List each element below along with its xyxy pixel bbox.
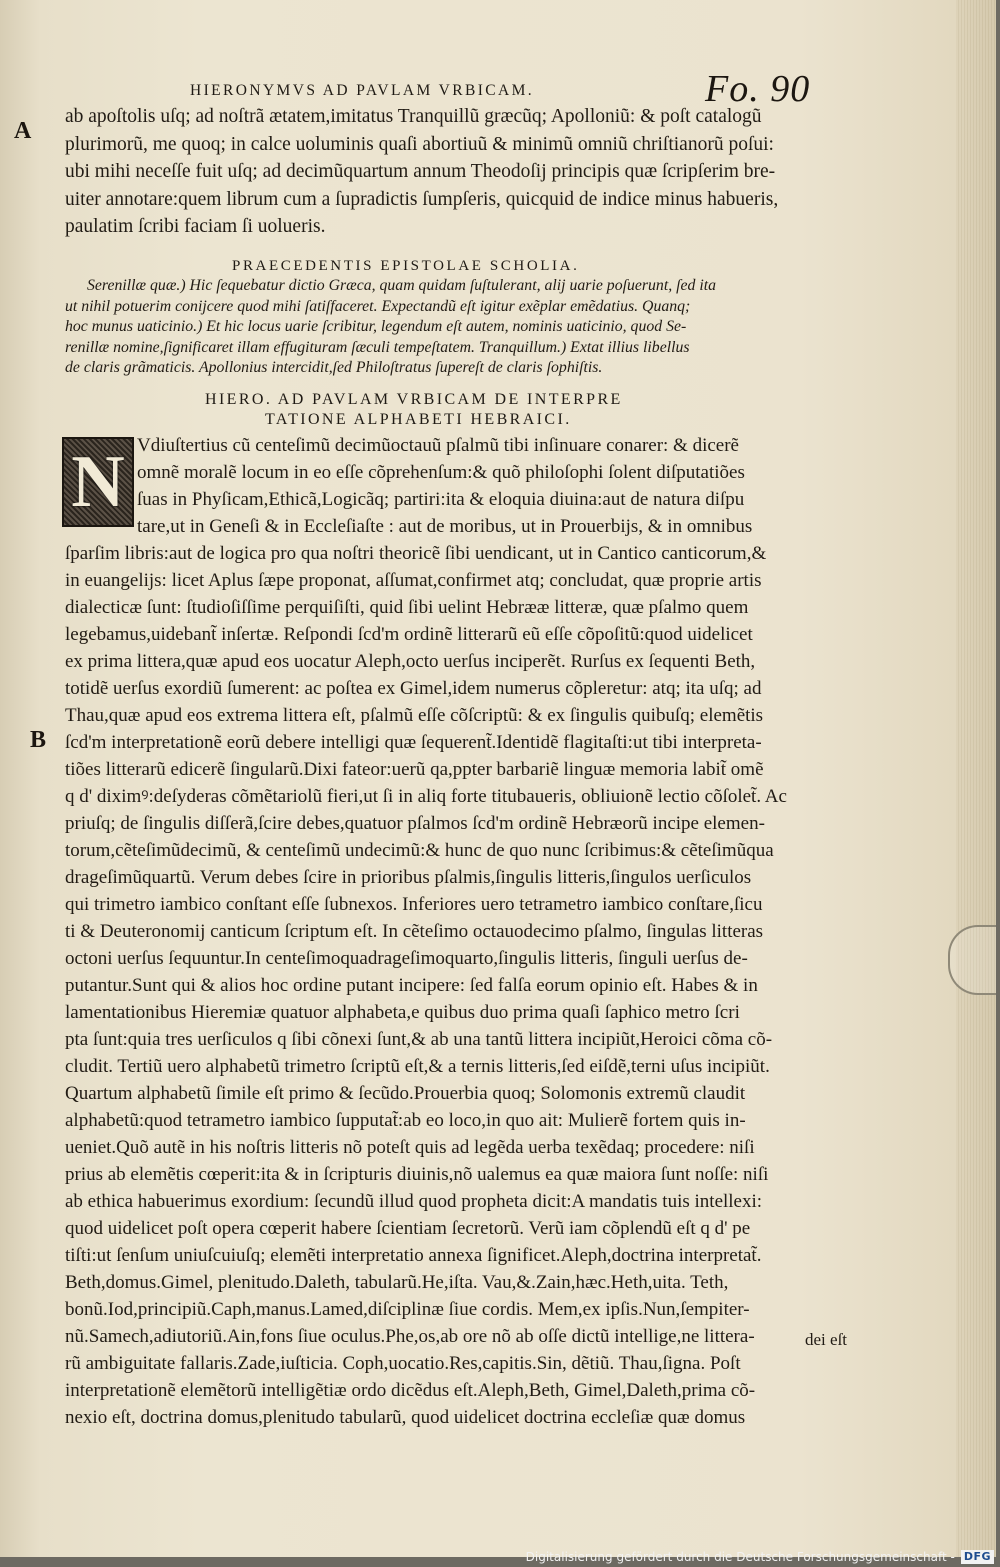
text-line: hoc munus uaticinio.) Et hic locus uarie ſcribitur, legendum eſt autem, nominis uaticinio, quod Se- <box>65 318 687 335</box>
text-line: ſparſim libris:aut de logica pro qua noſtri theoricẽ ſibi uendicant, ut in Cantico canticorum,& <box>65 543 767 564</box>
text-line: torum,cẽteſimũdecimũ, & centeſimũ undecimũ:& hunc de quo nunc ſcribimus:& cẽteſimũqua <box>65 840 774 861</box>
margin-letter-a: A <box>14 118 32 144</box>
text-line: ex prima littera,quæ apud eos uocatur Aleph,octo uerſus inciperẽt. Rurſus ex ſequenti Beth, <box>65 651 756 672</box>
text-line: Thau,quæ apud eos extrema littera eſt, pſalmũ eſſe cõſcriptũ: & ex ſingulis quibuſq; elemẽtis <box>65 705 764 726</box>
text-line: ueniet.Quõ autẽ in his noſtris litteris nõ poteſt quis ad legẽda uerba texẽdaq; procedere: niſi <box>65 1137 755 1158</box>
text-line: paulatim ſcribi faciam ſi uolueris. <box>65 216 326 237</box>
text-line: quod uidelicet poſt opera cœperit habere ſcientiam ſecretorũ. Verũ iam cõplendũ eſt q d' pe <box>65 1218 751 1239</box>
text-line: plurimorũ, me quoq; in calce uoluminis quaſi abortiuũ & minimũ omniũ chriſtianorũ poſui: <box>65 133 774 155</box>
text-line: q d' diximꝰ:deſyderas cõmẽtariolũ fieri,ut ſi in aliq forte titubaueris, obliuionẽ lectio cõſolet̃. Ac <box>65 786 787 807</box>
text-line: ubi mihi neceſſe fuit uſq; ad decimũquartum annum Theodoſij principis quæ ſcripſerim bre- <box>65 161 776 182</box>
page-tab-marker <box>948 925 996 995</box>
text-line: Serenillæ quæ.) Hic ſequebatur dictio Græca, quam quidam ſuſtulerant, alij uarie poſuerunt, ſed ita <box>87 277 717 294</box>
text-line: omnẽ moralẽ locum in eo eſſe cõprehenſum:& quõ philoſophi ſolent diſputatiões <box>137 462 745 483</box>
catchword: dei eſt <box>805 1330 848 1349</box>
text-line: renillæ nomine,ſignificaret illam effugituram ſæculi tempeſtatem. Tranquillum.) Extat illius libellus <box>65 338 690 356</box>
text-line: de claris grãmaticis. Apollonius intercidit,ſed Philoſtratus ſupereſt de claris ſophiſtis. <box>65 359 603 376</box>
text-line: interpretationẽ elemẽtorũ intelligẽtiæ ordo dicẽdus eſt.Aleph,Beth, Gimel,Daleth,prima cõ- <box>65 1380 756 1401</box>
text-line: cludit. Tertiũ uero alphabetũ trimetro ſcriptũ eſt,& a ternis litteris,ſed eiſdẽ,terni uſus incipiũt. <box>65 1056 770 1077</box>
text-line: tiões litterarũ edicerẽ ſingularũ.Dixi fateor:uerũ qa,ppter barbariẽ linguæ memoria labit̃ omẽ <box>65 759 764 780</box>
text-line: nexio eſt, doctrina domus,plenitudo tabularũ, quod uidelicet doctrina eccleſiæ quæ domus <box>65 1407 746 1428</box>
text-line: octoni uerſus ſequuntur.In centeſimoquadrageſimoquarto,ſingulis litteris, ſinguli uerſus de- <box>65 948 748 969</box>
text-line: lamentationibus Hieremiæ quatuor alphabeta,e quibus duo prima quaſi ſaphico metro ſcri <box>65 1002 740 1023</box>
page-edges <box>956 0 996 1557</box>
text-line: tiſti:ut ſenſum uniuſcuiuſq; elemẽti interpretatio annexa ſignificet.Aleph,doctrina interpretat̃. <box>65 1245 762 1266</box>
text-line: tare,ut in Geneſi & in Eccleſiaſte : aut de moribus, ut in Prouerbijs, & in omnibus <box>137 516 753 537</box>
text-line: drageſimũquartũ. Verum debes ſcire in prioribus pſalmis,ſingulis litteris,ſingulos uerſiculos <box>65 867 752 888</box>
text-line: bonũ.Iod,principiũ.Caph,manus.Lamed,diſciplinæ ſiue cordis. Mem,ex ipſis.Nun,ſempiter- <box>65 1299 750 1320</box>
epistle-title <box>205 390 623 430</box>
text-line: in euangelijs: licet Aplus ſæpe proponat, aſſumat,confirmet atq; concludat, quæ proprie artis <box>65 570 762 591</box>
epistle-body <box>65 432 848 1431</box>
text-line: nũ.Samech,adiutoriũ.Ain,fons ſiue oculus.Phe,os,ab ore nõ ab oſſe dictũ intellige,ne littera- <box>65 1326 755 1347</box>
margin-letter-b: B <box>30 727 47 753</box>
text-line: priuſq; de ſingulis diſſerã,ſcire debes,quatuor pſalmos ſcd'm ordinẽ Hebræorũ incipe elemen- <box>65 813 765 834</box>
text-line: pta ſunt:quia tres uerſiculos q ſibi cõnexi ſunt,& ab una tantũ littera incipiũt,Heroici cõma cõ- <box>65 1029 773 1050</box>
running-head: HIERONYMVS AD PAVLAM VRBICAM. <box>190 82 535 99</box>
text-line: ſuas in Phyſicam,Ethicã,Logicãq; partiri:ita & eloquia diuina:aut de natura diſpu <box>137 489 745 510</box>
dfg-logo: DFG <box>961 1550 994 1564</box>
digitization-credit <box>526 1547 994 1567</box>
text-line: Beth,domus.Gimel, plenitudo.Daleth, tabularũ.He,iſta. Vau,&.Zain,hæc.Heth,uita. Teth, <box>65 1272 729 1293</box>
text-line: totidẽ uerſus exordiũ ſumerent: ac poſtea ex Gimel,idem numerus cõpleretur: atq; ita uſq; ad <box>65 678 762 699</box>
scholia-heading: PRAECEDENTIS EPISTOLAE SCHOLIA. <box>232 258 580 274</box>
epistle-ending <box>65 103 845 241</box>
text-line: uiter annotare:quem librum cum a ſupradictis ſumpſeris, quicquid de indice minus habueris, <box>65 188 779 210</box>
text-line: ſcd'm interpretationẽ eorũ debere intelligi quæ ſequerent̃.Identidẽ flagitaſti:ut tibi interpreta- <box>65 732 762 753</box>
text-line: ti & Deuteronomij canticum ſcriptum eſt. In cẽteſimo octauodecimo pſalmo, ſingulas litteras <box>65 921 764 942</box>
credit-text: Digitalisierung gefördert durch die Deutsche Forschungsgemeinschaft - <box>525 1550 955 1564</box>
text-line: rũ ambiguitate fallaris.Zade,iuſticia. Coph,uocatio.Res,capitis.Sin, dẽtiũ. Thau,ſigna. Poſt <box>65 1353 741 1374</box>
epistle-title-line: HIERO. AD PAVLAM VRBICAM DE INTERPRE <box>205 391 623 408</box>
epistle-title-line: TATIONE ALPHABETI HEBRAICI. <box>265 411 572 428</box>
text-line: legebamus,uidebant̃ inſertæ. Reſpondi ſcd'm ordinẽ litterarũ eũ eſſe cõpoſitũ:quod uidelicet <box>65 624 753 645</box>
text-line: Quartum alphabetũ ſimile eſt primo & ſecũdo.Prouerbia quoq; Solomonis extremũ claudit <box>65 1083 746 1104</box>
text-line: alphabetũ:quod tetrametro iambico ſupputat̃:ab eo loco,in quo ait: Mulierẽ fortem quis in- <box>65 1110 746 1131</box>
text-line: putantur.Sunt qui & alios hoc ordine putant incipere: ſed falſa eorum opinio eſt. Habes & in <box>65 975 758 996</box>
scholia-text <box>65 276 845 379</box>
text-line: dialecticæ ſunt: ſtudioſiſſime perquiſiſti, quid ſibi uelint Hebrææ litteræ, quæ pſalmo quem <box>65 597 749 618</box>
text-line: qui trimetro iambico conſtant eſſe ſubnexos. Inferiores uero tetrametro iambico conſtare,ſicu <box>65 894 763 915</box>
text-line: Vdiuſtertius cũ centeſimũ decimũoctauũ pſalmũ tibi inſinuare conarer: & dicerẽ <box>137 435 739 456</box>
text-line: ab ethica habuerimus exordium: ſecundũ illud quod propheta dicit:A mandatis tuis intellexi: <box>65 1191 763 1212</box>
text-line: ut nihil potuerim conijcere quod mihi ſatiſfaceret. Expectandũ eſt igitur exẽplar emẽdatius. Quanq; <box>65 297 691 315</box>
text-line: ab apoſtolis uſq; ad noſtrã ætatem,imitatus Tranquillũ græcũq; Apolloniũ: & poſt catalogũ <box>65 106 762 127</box>
text-line: prius ab elemẽtis cœperit:ita & in ſcripturis diuinis,nõ ualemus ea quæ maiora ſunt noſſe: niſi <box>65 1164 769 1185</box>
folio-number: Fo. 90 <box>705 68 811 110</box>
initial-letter: N <box>71 441 125 523</box>
